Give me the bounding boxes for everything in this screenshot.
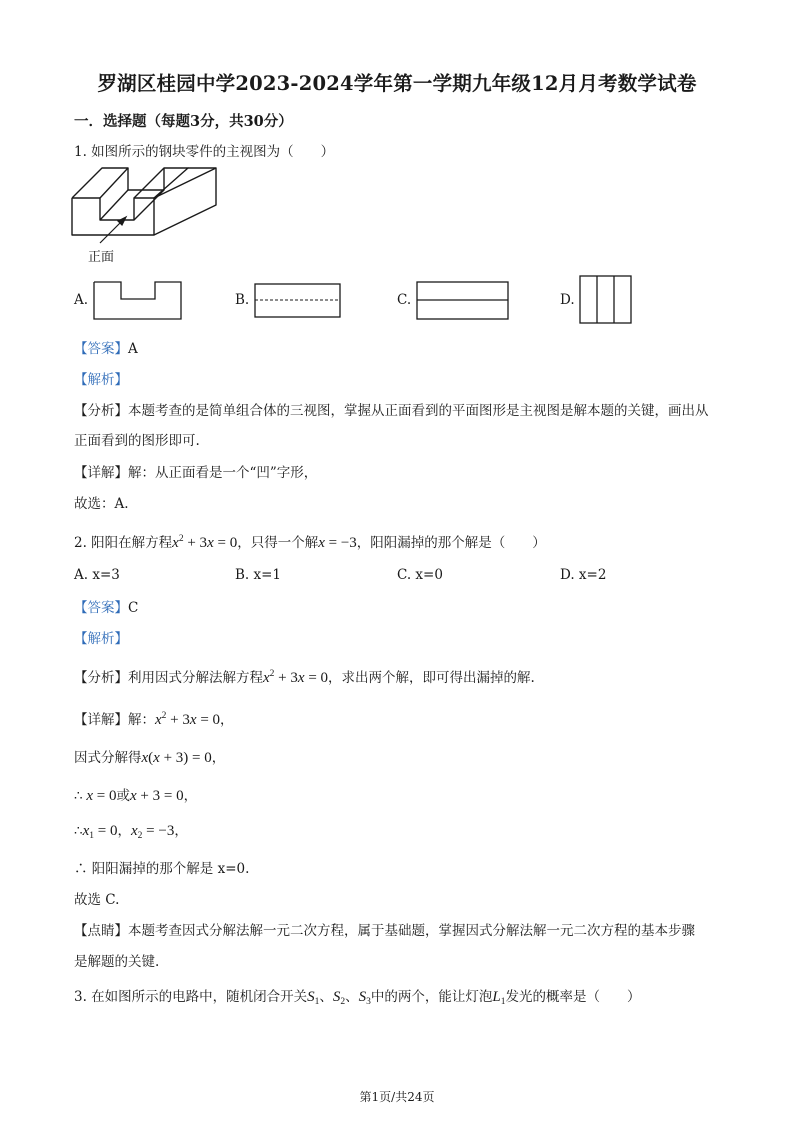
q3-stem [74,987,641,1012]
q1-fenxi-line1 [74,401,709,421]
switch-s3: $S_3$ [358,989,371,1007]
answer-value: C [128,600,139,616]
q2-stem-mid: ，只得一个解 [237,535,319,551]
bulb-l1: $L_1$ [492,989,506,1007]
q2-option-b: B. x=1 [235,567,282,583]
q1-detail [74,463,317,483]
q1-option-b-label: B. [235,292,250,308]
detail-pre: 解： [128,712,155,728]
q1-option-c-figure [416,281,510,321]
q2-step1: 因式分解得x(x + 3) = 0， [74,750,226,766]
fenxi-tag: 【分析】 [74,670,128,686]
q2-step2: ∴ x = 0或x + 3 = 0， [74,788,198,804]
q3-sep: 、 [319,989,333,1005]
switch-s1: $S_1$ [307,989,320,1007]
step3-root1: $x_1 = 0$ [82,823,118,841]
q3-stem-post: 发光的概率是（ ） [505,989,641,1005]
q2-conclusion: 故选 C. [74,892,120,908]
q2-stem-post: ，阳阳漏掉的那个解是（ ） [356,535,546,551]
step3-root2: $x_2 = -3$ [130,823,175,841]
fenxi-equation: $x^2 + 3x = 0$ [263,669,329,686]
step2-eq1: x = 0 [82,788,117,804]
q1-option-d-figure [579,275,633,325]
fenxi-post: ，求出两个解，即可得出漏掉的解. [328,670,535,686]
fenxi-text: 本题考查的是简单组合体的三视图，掌握从正面看到的平面图形是主视图是解本题的关键，画出从 [128,403,709,419]
answer-tag: 【答案】 [74,341,128,357]
dianjing-tag: 【点睛】 [74,923,128,939]
q1-option-a-figure [93,281,183,321]
q2-stem-pre: 2. 阳阳在解方程 [74,535,173,551]
q2-equation: $x^2 + 3x = 0$ [172,534,238,551]
therefore-symbol: ∴ [74,823,83,839]
detail-tag: 【详解】 [74,465,128,481]
therefore-symbol: ∴ [74,788,83,804]
step1-pre: 因式分解得 [74,750,142,766]
q2-option-d: D. x=2 [560,567,607,583]
q3-stem-mid: 中的两个，能让灯泡 [370,989,493,1005]
detail-text: 解：从正面看是一个“凹”字形， [128,465,318,481]
q2-fenxi [74,664,535,688]
answer-tag: 【答案】 [74,600,128,616]
q3-stem-pre: 3. 在如图所示的电路中，随机闭合开关 [74,989,308,1005]
front-label: 正面 [88,250,115,265]
q2-step3: $\therefore x_1 = 0$，$x_2 = -3$， [74,823,188,841]
q2-option-a: A. x=3 [74,567,120,583]
q2-stem [74,529,546,553]
switch-s2: $S_2$ [332,989,346,1007]
page-footer: 第1页/共24页 [359,1090,435,1104]
page-title: 罗湖区桂园中学2023-2024学年第一学期九年级12月月考数学试卷 [97,72,697,95]
fenxi-pre: 利用因式分解法解方程 [128,670,263,686]
dianjing-text: 本题考查因式分解法解一元二次方程，属于基础题，掌握因式分解法解一元二次方程的基本步骤 [128,923,695,939]
detail-tag: 【详解】 [74,712,128,728]
q1-option-a-label: A. [74,292,89,308]
q1-conclusion: 故选：A. [74,496,129,512]
q1-stem: 1. 如图所示的钢块零件的主视图为（ ） [74,144,335,160]
q1-option-d-label: D. [560,292,575,308]
step2-or: 或 [116,788,130,804]
q2-option-c: C. x=0 [397,567,443,583]
q2-dianjing-line2: 是解题的关键. [74,954,160,970]
q1-fenxi-line2: 正面看到的图形即可. [74,433,200,449]
step2-eq2: x + 3 = 0 [129,788,184,804]
answer-value: A [128,341,138,357]
q1-option-c-label: C. [397,292,412,308]
q3-sep: 、 [345,989,359,1005]
step1-factored: x(x + 3) = 0 [141,750,212,766]
q1-option-b-figure [254,283,342,319]
q2-answer [74,598,138,618]
q1-answer [74,339,138,359]
q2-step4: ∴ 阳阳漏掉的那个解是 x=0. [74,861,250,877]
fenxi-tag: 【分析】 [74,403,128,419]
q1-analysis-tag: 【解析】 [74,372,128,388]
q2-analysis-tag: 【解析】 [74,631,128,647]
q2-known-root: x = −3 [318,535,357,551]
q2-dianjing-line1 [74,921,695,941]
q2-detail: 【详解】解：$x^2 + 3x = 0$， [74,711,234,728]
detail-equation: $x^2 + 3x = 0$ [155,711,221,728]
section-heading: 一．选择题（每题3分，共30分） [74,113,293,130]
